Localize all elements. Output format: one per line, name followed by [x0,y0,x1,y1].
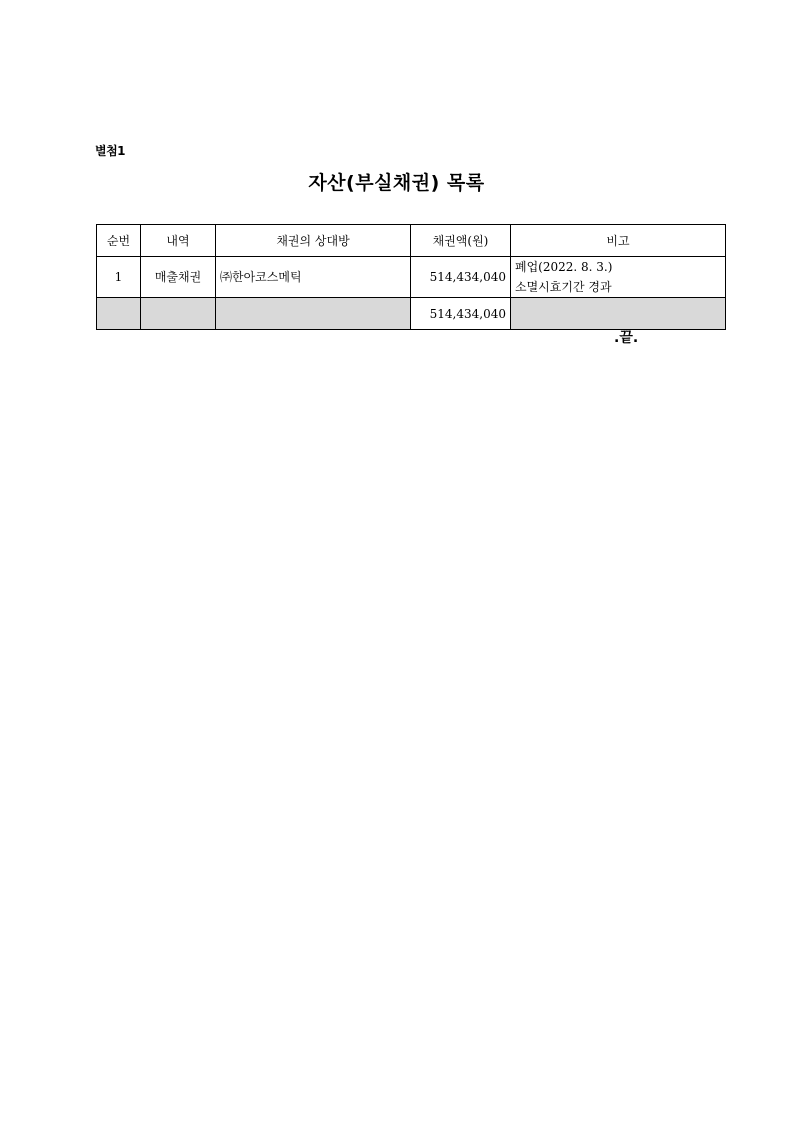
header-amount: 채권액(원) [411,225,511,257]
total-cell-blank-3 [216,298,411,330]
total-amount: 514,434,040 [411,298,511,330]
end-mark: .끝. [614,330,639,346]
cell-amount: 514,434,040 [411,257,511,298]
total-cell-blank-4 [511,298,726,330]
header-number: 순번 [97,225,141,257]
remark-line-closure: 폐업(2022. 8. 3.) [515,260,613,274]
cell-number: 1 [97,257,141,298]
remark-line-expiry: 소멸시효기간 경과 [515,280,612,294]
asset-list-table [96,224,726,330]
document-title: 자산(부실채권) 목록 [308,172,485,194]
table-header-row [97,225,726,257]
header-counterparty: 채권의 상대방 [216,225,411,257]
total-cell-blank-2 [141,298,216,330]
header-remark: 비고 [511,225,726,257]
cell-remark [511,257,726,298]
total-cell-blank-1 [97,298,141,330]
table-row [97,257,726,298]
cell-item: 매출채권 [141,257,216,298]
header-item: 내역 [141,225,216,257]
table-total-row [97,298,726,330]
cell-counterparty: ㈜한아코스메틱 [216,257,411,298]
attachment-label: 별첨1 [95,144,126,158]
